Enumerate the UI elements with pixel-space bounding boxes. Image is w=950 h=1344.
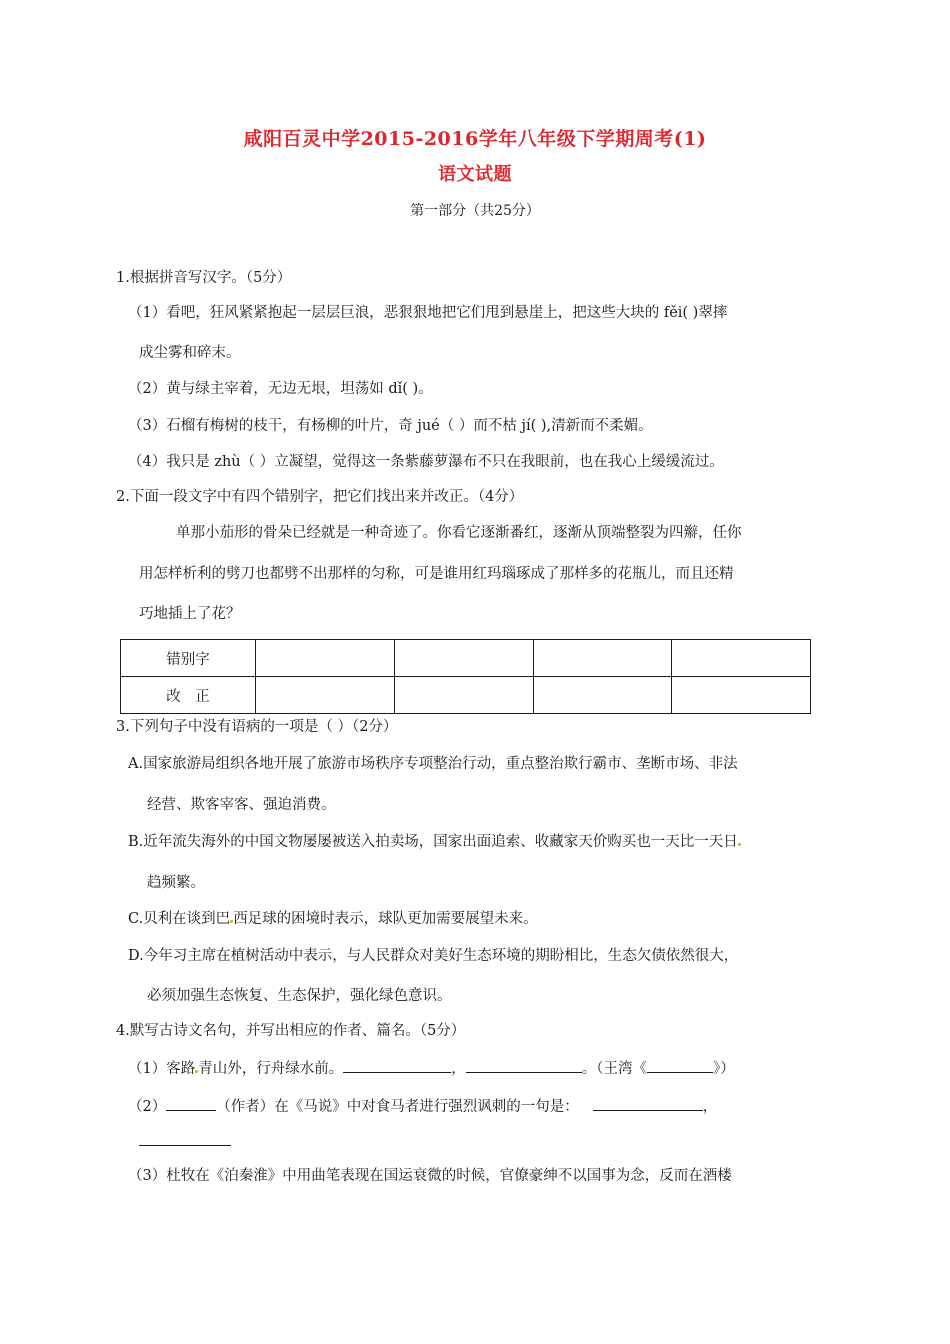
answer-blank[interactable]: [647, 1058, 713, 1073]
question-4-item-3: （3）杜牧在《泊秦淮》中用曲笔表现在国运衰微的时候，官僚豪绅不以国事为念，反而在酒楼: [128, 1168, 732, 1184]
question-1-item-4: （4）我只是 zhù（ ）立凝望，觉得这一条紫藤萝瀑布不只在我眼前，也在我心上缓缓流过。: [128, 454, 724, 470]
question-4-stem: 4.默写古诗文名句，并写出相应的作者、篇名。（5分）: [116, 1023, 466, 1039]
question-4-item-2: [128, 1096, 717, 1117]
answer-cell[interactable]: [533, 640, 672, 677]
option-b-line-2: 趋频繁。: [147, 875, 205, 891]
section-heading: 第一部分（共25分）: [410, 203, 540, 219]
question-1-item-3: （3）石榴有梅树的枝干，有杨柳的叶片，奇 jué（ ）而不枯 jí( ),清新而不柔媚。: [128, 418, 653, 434]
correction-table: [120, 639, 811, 714]
wrong-char-label: 错别字: [121, 640, 256, 677]
option-b-text: B.近年流失海外的中国文物屡屡被送入拍卖场，国家出面追索、收藏家天价购买也一天比一天日: [128, 834, 738, 850]
option-a-line-1: A.国家旅游局组织各地开展了旅游市场秩序专项整治行动，重点整治欺行霸市、垄断市场、非法: [128, 756, 738, 772]
question-2-passage-line-3: 巧地插上了花？: [139, 606, 241, 622]
item-1-comma: ，: [451, 1061, 466, 1077]
answer-cell[interactable]: [256, 640, 395, 677]
answer-cell[interactable]: [394, 640, 533, 677]
option-c: [128, 909, 538, 929]
item-2-prefix: （2）: [128, 1099, 167, 1115]
answer-cell[interactable]: [672, 677, 811, 714]
answer-blank[interactable]: [343, 1058, 451, 1073]
option-c-text-a: C.贝利在谈到巴: [128, 911, 231, 927]
question-1-item-1-cont: 成尘雾和碎末。: [139, 345, 241, 361]
option-d-line-1: D.今年习主席在植树活动中表示，与人民群众对美好生态环境的期盼相比，生态欠债依然很大，: [128, 948, 739, 964]
answer-cell[interactable]: [533, 677, 672, 714]
answer-blank[interactable]: [593, 1096, 703, 1111]
table-row: [121, 677, 811, 714]
exam-subtitle: 语文试题: [438, 164, 512, 185]
table-row: [121, 640, 811, 677]
correction-label: 改 正: [121, 677, 256, 714]
item-2-comma: ，: [702, 1099, 718, 1115]
item-1-close: 》）: [712, 1061, 735, 1077]
answer-cell[interactable]: [256, 677, 395, 714]
answer-blank[interactable]: [139, 1145, 231, 1146]
option-c-text-b: 西足球的困境时表示，球队更加需要展望未来。: [233, 911, 538, 927]
option-a-line-2: 经营、欺客宰客、强迫消费。: [147, 797, 336, 813]
option-b-line-1: [128, 832, 741, 852]
question-2-stem: 2.下面一段文字中有四个错别字，把它们找出来并改正。（4分）: [116, 489, 524, 505]
item-1-suffix: 。（王湾《: [581, 1061, 647, 1077]
question-4-item-1: [128, 1058, 735, 1079]
answer-blank[interactable]: [466, 1058, 582, 1073]
question-3-stem: 3.下列句子中没有语病的一项是（ ）（2分）: [116, 719, 398, 735]
answer-cell[interactable]: [394, 677, 533, 714]
item-1-text: 青山外，行舟绿水前。: [198, 1061, 344, 1077]
option-d-line-2: 必须加强生态恢复、生态保护，强化绿色意识。: [147, 988, 452, 1004]
question-2-passage-line-2: 用怎样析利的劈刀也都劈不出那样的匀称，可是谁用红玛瑙琢成了那样多的花瓶儿，而且还精: [139, 566, 734, 582]
question-1-item-1: （1）看吧，狂风紧紧抱起一层层巨浪，恶狠狠地把它们甩到悬崖上，把这些大块的 fěi( )翠摔: [128, 305, 728, 321]
question-1-stem: 1.根据拼音写汉字。（5分）: [116, 270, 292, 286]
item-1-prefix: （1）客路: [128, 1061, 196, 1077]
answer-cell[interactable]: [672, 640, 811, 677]
question-2-passage-line-1: 单那小茄形的骨朵已经就是一种奇迹了。你看它逐渐番红，逐渐从顶端整裂为四辮，任你: [176, 525, 742, 541]
question-1-item-2: （2）黄与绿主宰着，无边无垠，坦荡如 dǐ( )。: [128, 381, 433, 397]
answer-blank[interactable]: [166, 1096, 216, 1111]
item-2-text: （作者）在《马说》中对食马者进行强烈讽刺的一句是：: [216, 1099, 579, 1115]
exam-title: 咸阳百灵中学2015-2016学年八年级下学期周考(1): [243, 128, 707, 150]
emphasis-dot: [738, 843, 741, 846]
